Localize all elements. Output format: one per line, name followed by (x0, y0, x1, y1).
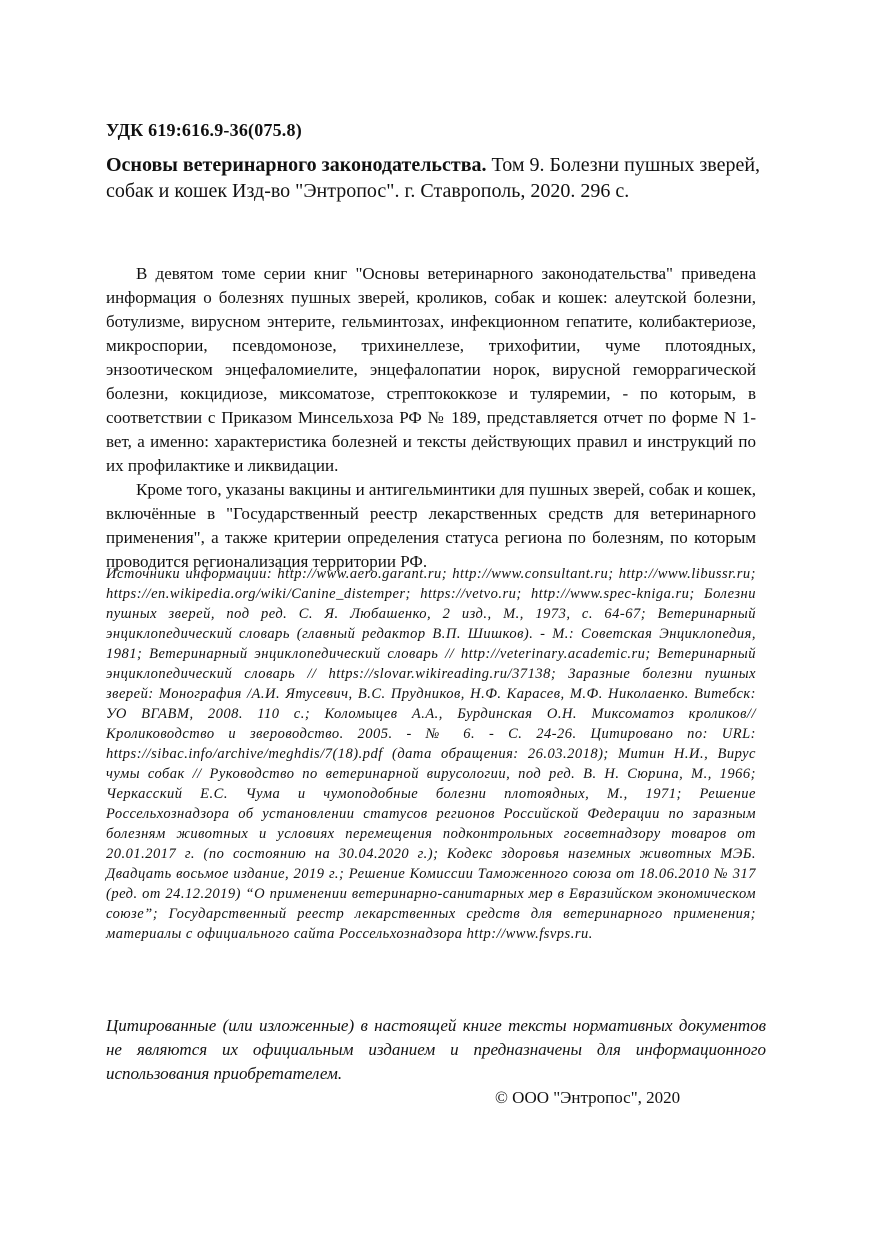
volume-details: Том 9. Болезни пушных зверей, собак и кошек Изд-во "Энтропос". г. Ставрополь, 2020. 296 с. (106, 154, 761, 202)
abstract-paragraph-1: В девятом томе серии книг "Основы ветеринарного законодательства" приведена информация о болезнях пушных зверей, кроликов, собак и кошек: алеутской болезни, ботулизме, вирусном энтерите, гельминтозах, инфекционном гепатите, колибактериозе, микроспории, псевдомонозе, трихинеллезе, трихофитии, чуме плотоядных, энзоотическом энцефаломиелите, энцефалопатии норок, вирусной геморрагической болезни, кокцидиозе, миксоматозе, стрептококкозе и туляремии, - по которым, в соответствии с Приказом Минсельхоза РФ № 189, представляется отчет по форме N 1-вет, а именно: характеристика болезней и тексты действующих правил и инструкций по их профилактике и ликвидации. (106, 264, 756, 475)
udk-code: УДК 619:616.9-36(075.8) (106, 120, 302, 140)
sources-list: Источники информации: http://www.aero.garant.ru; http://www.consultant.ru; http://www.libussr.ru; https://en.wikipedia.org/wiki/Canine_distemper; https://vetvo.ru; http://www.spec-kniga.ru; Болезни пушных зверей, под ред. С. Я. Любашенко, 2 изд., М., 1973, с. 64-67; Ветеринарный энциклопедический словарь (главный редактор В.П. Шишков). - М.: Советская Энциклопедия, 1981; Ветеринарный энциклопедический словарь // http://veterinary.academic.ru; Ветеринарный энциклопедический словарь // https://slovar.wikireading.ru/37138; Заразные болезни пушных зверей: Монография /А.И. Ятусевич, В.С. Прудников, Н.Ф. Карасев, М.Ф. Николаенко. Витебск: УО ВГАВМ, 2008. 110 с.; Коломыцев А.А., Бурдинская О.Н. Миксоматоз кроликов// Кролиководство и звероводство. 2005. - № 6. - С. 24-26. Цитировано по: URL: https://sibac.info/archive/meghdis/7(18).pdf (дата обращения: 26.03.2018); Митин Н.И., Вирус чумы собак // Руководство по ветеринарной вирусологии, под ред. В. Н. Сюрина, М., 1966; Черкасский Е.С. Чума и чумоподобные болезни плотоядных, М., 1971; Решение Россельхознадзора об установлении статусов регионов Российской Федерации по заразным болезням животных и условиях перемещения подконтрольных госветнадзору товаров от 20.01.2017 г. (по состоянию на 30.04.2020 г.); Кодекс здоровья наземных животных МЭБ. Двадцать восьмое издание, 2019 г.; Решение Комиссии Таможенного союза от 18.06.2010 № 317 (ред. от 24.12.2019) “О применении ветеринарно-санитарных мер в Евразийском экономическом союзе”; Государственный реестр лекарственных средств для ветеринарного применения; материалы с официального сайта Россельхознадзора http://www.fsvps.ru. (106, 566, 756, 942)
abstract-paragraph-2: Кроме того, указаны вакцины и антигельминтики для пушных зверей, собак и кошек, включённые в "Государственный реестр лекарственных средств для ветеринарного применения", а также критерии определения статуса региона по болезням, по которым проводится регионализация территории РФ. (106, 480, 756, 571)
copyright-notice: © ООО "Энтропос", 2020 (495, 1088, 681, 1107)
legal-disclaimer: Цитированные (или изложенные) в настоящей книге тексты нормативных документов не являются их официальным изданием и предназначены для информационного использования приобретателем. (106, 1016, 766, 1083)
abstract (106, 262, 756, 574)
bibliographic-title (106, 152, 766, 204)
series-title: Основы ветеринарного законодательства. (106, 154, 487, 176)
